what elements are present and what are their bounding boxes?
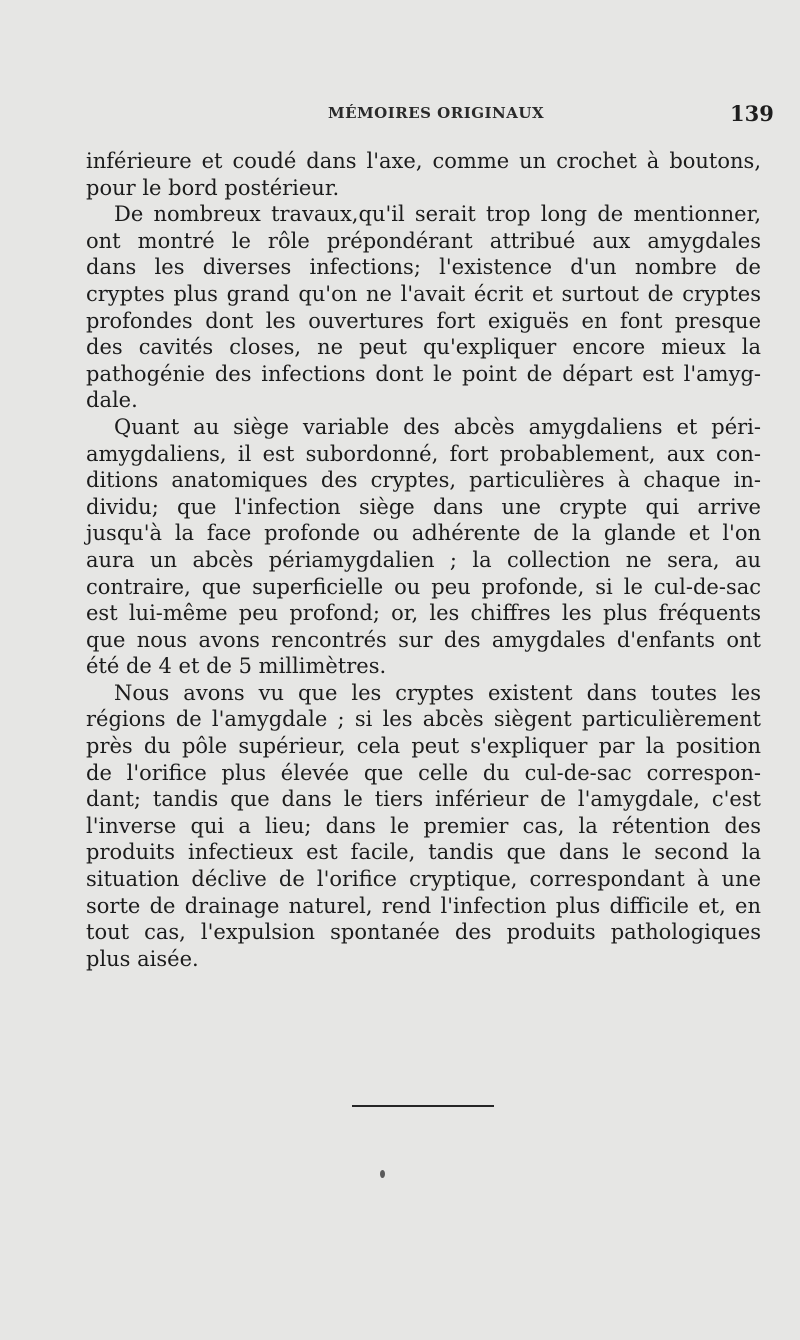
text-line: dant; tandis que dans le tiers inférieur de l'amygdale, c'est: [86, 787, 761, 812]
text-line: produits infectieux est facile, tandis que dans le second la: [86, 840, 761, 865]
running-title: MÉMOIRES ORIGINAUX: [328, 104, 545, 122]
text-line: l'inverse qui a lieu; dans le premier cas, la rétention des: [86, 813, 761, 838]
paragraph-start-line: De nombreux travaux,qu'il serait trop long de mentionner,: [114, 202, 761, 227]
body-text: [86, 148, 761, 972]
text-line: tout cas, l'expulsion spontanée des produits pathologiques: [86, 920, 761, 945]
text-line: pour le bord postérieur.: [86, 175, 340, 200]
paragraph-start-line: Nous avons vu que les cryptes existent dans toutes les: [114, 680, 761, 705]
text-line: sorte de drainage naturel, rend l'infection plus difficile et, en: [86, 893, 761, 918]
text-line: amygdaliens, il est subordonné, fort probablement, aux con-: [86, 441, 761, 466]
text-line: situation déclive de l'orifice cryptique, correspondant à une: [86, 867, 761, 892]
text-line: plus aisée.: [86, 946, 199, 971]
text-line: inférieure et coudé dans l'axe, comme un crochet à boutons,: [86, 149, 761, 173]
text-line: pathogénie des infections dont le point de départ est l'amyg-: [86, 361, 761, 386]
text-line: que nous avons rencontrés sur des amygdales d'enfants ont: [86, 627, 761, 652]
section-end-rule: [352, 1105, 494, 1107]
paragraph-start-line: Quant au siège variable des abcès amygdaliens et péri-: [114, 414, 761, 439]
text-line: dividu; que l'infection siège dans une crypte qui arrive: [86, 494, 761, 519]
text-line: cryptes plus grand qu'on ne l'avait écrit et surtout de cryptes: [86, 281, 761, 306]
text-line: de l'orifice plus élevée que celle du cul-de-sac correspon-: [86, 760, 761, 785]
text-line: profondes dont les ouvertures fort exiguës en font presque: [86, 308, 761, 333]
text-line: ditions anatomiques des cryptes, particulières à chaque in-: [86, 468, 761, 493]
text-line: des cavités closes, ne peut qu'expliquer encore mieux la: [86, 335, 761, 360]
text-line: régions de l'amygdale ; si les abcès siègent particulièrement: [86, 707, 761, 732]
text-line: dans les diverses infections; l'existence d'un nombre de: [86, 255, 761, 280]
text-line: contraire, que superficielle ou peu profonde, si le cul-de-sac: [86, 574, 761, 599]
text-line: jusqu'à la face profonde ou adhérente de la glande et l'on: [86, 521, 761, 546]
ink-speck: [380, 1170, 385, 1178]
page-number: 139: [730, 101, 774, 126]
text-line: près du pôle supérieur, cela peut s'expliquer par la position: [86, 734, 761, 759]
running-header: [0, 101, 800, 130]
text-line: est lui-même peu profond; or, les chiffres les plus fréquents: [86, 601, 761, 626]
text-line: aura un abcès périamygdalien ; la collection ne sera, au: [86, 547, 761, 572]
text-line: ont montré le rôle prépondérant attribué aux amygdales: [86, 228, 761, 253]
text-line: dale.: [86, 388, 138, 413]
text-line: été de 4 et de 5 millimètres.: [86, 654, 387, 679]
